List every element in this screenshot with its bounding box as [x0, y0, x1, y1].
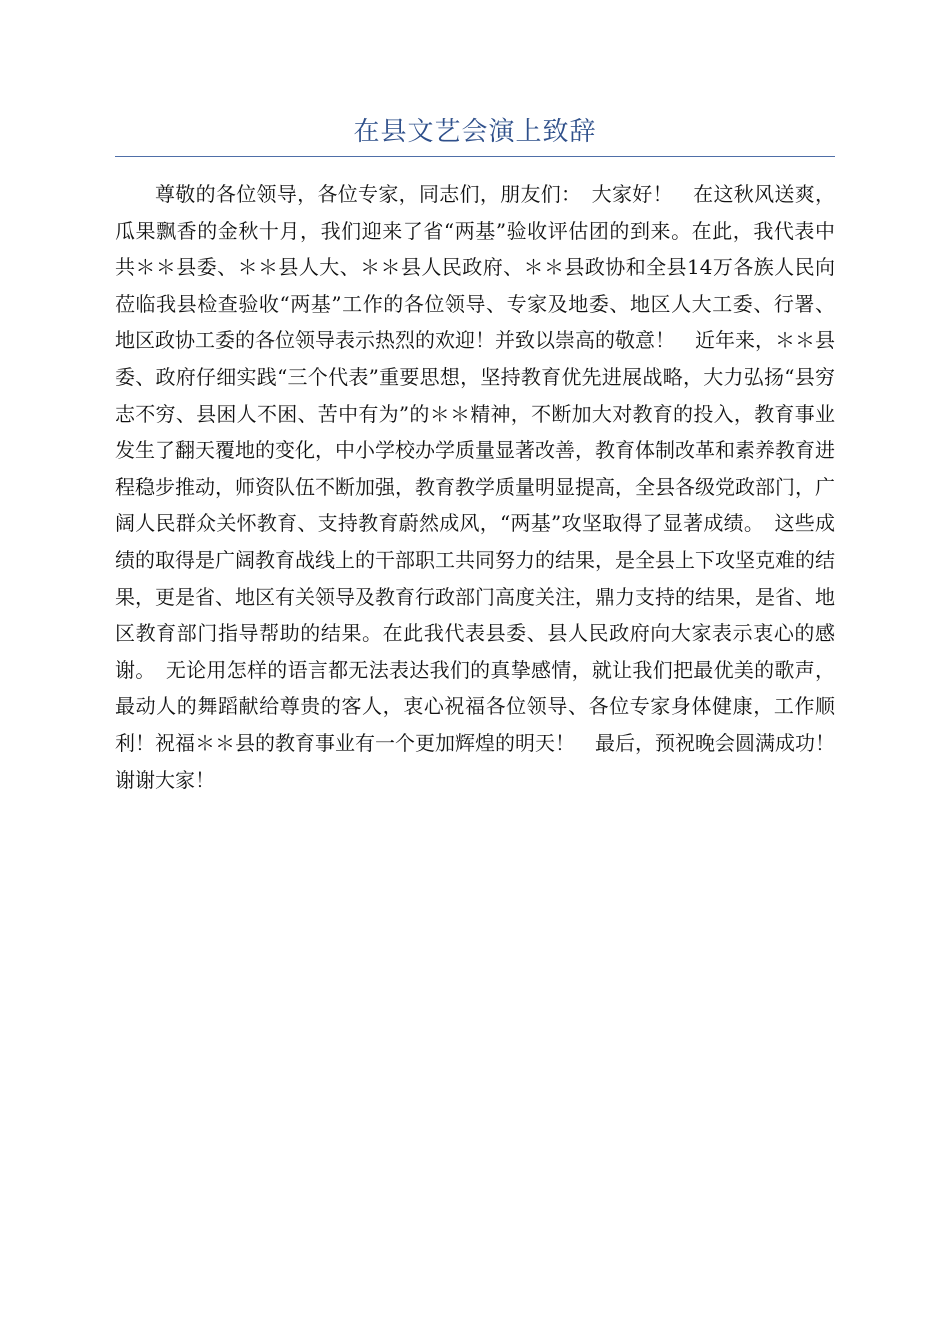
title-block: [115, 112, 835, 157]
document-title: 在县文艺会演上致辞: [353, 117, 597, 147]
speech-body: 尊敬的各位领导，各位专家，同志们，朋友们： 大家好！ 在这秋风送爽，瓜果飘香的金秋十月，我们迎来了省“两基”验收评估团的到来。在此，我代表中共＊＊县委、＊＊县人大、＊＊县人民政府、＊＊县政协和全县14万各族人民向莅临我县检查验收“两基”工作的各位领导、专家及地委、地区人大工委、行署、地区政协工委的各位领导表示热烈的欢迎！并致以崇高的敬意！ 近年来，＊＊县委、政府仔细实践“三个代表”重要思想，坚持教育优先进展战略，大力弘扬“县穷志不穷、县困人不困、苦中有为”的＊＊精神，不断加大对教育的投入，教育事业发生了翻天覆地的变化，中小学校办学质量显著改善，教育体制改革和素养教育进程稳步推动，师资队伍不断加强，教育教学质量明显提高，全县各级党政部门，广阔人民群众关怀教育、支持教育蔚然成风，“两基”攻坚取得了显著成绩。 这些成绩的取得是广阔教育战线上的干部职工共同努力的结果，是全县上下攻坚克难的结果，更是省、地区有关领导及教育行政部门高度关注，鼎力支持的结果，是省、地区教育部门指导帮助的结果。在此我代表县委、县人民政府向大家表示衷心的感谢。 无论用怎样的语言都无法表达我们的真挚感情，就让我们把最优美的歌声，最动人的舞蹈献给尊贵的客人，衷心祝福各位领导、各位专家身体健康，工作顺利！祝福＊＊县的教育事业有一个更加辉煌的明天！ 最后，预祝晚会圆满成功！ 谢谢大家！: [115, 182, 855, 792]
